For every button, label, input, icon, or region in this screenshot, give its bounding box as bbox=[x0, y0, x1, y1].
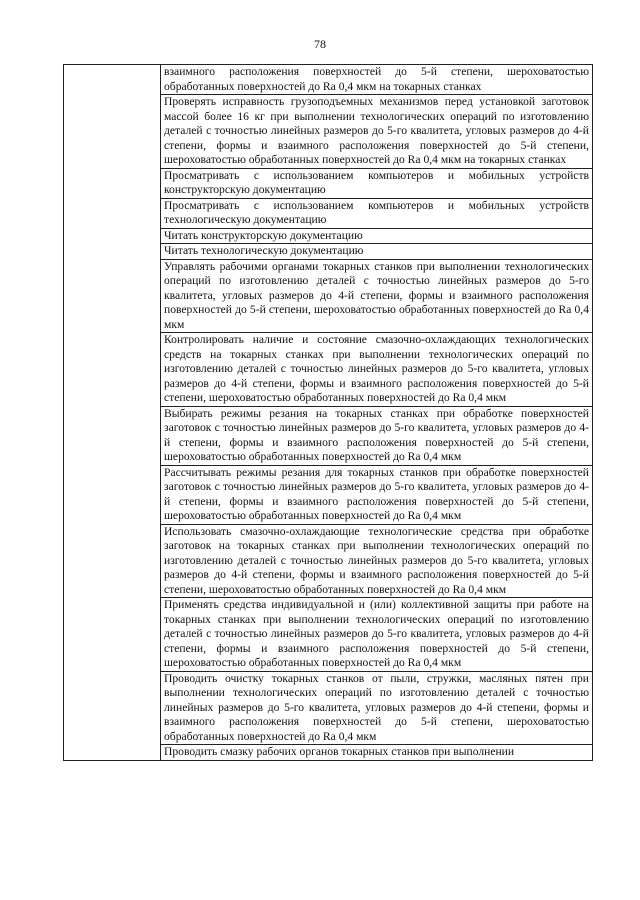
skill-cell: Просматривать с использованием компьютеров и мобильных устройств технологическую документацию bbox=[161, 198, 593, 228]
skill-cell: Рассчитывать режимы резания для токарных станков при обработке поверхностей заготовок с точностью линейных размеров до 5-го квалитета, угловых размеров до 4-й степени, формы и взаимного расположения поверхностей до 5-й степени, шероховатостью обработанных поверхностей до Ra 0,4 мкм bbox=[161, 465, 593, 524]
skill-cell: Читать конструкторскую документацию bbox=[161, 228, 593, 244]
skills-table-body bbox=[64, 65, 593, 761]
skills-table bbox=[63, 64, 593, 761]
skill-cell: Контролировать наличие и состояние смазочно-охлаждающих технологических средств на токарных станках при выполнении технологических операций по изготовлению деталей с точностью линейных размеров до 5-го квалитета, угловых размеров до 4-й степени, формы и взаимного расположения поверхностей до 5-й степени, шероховатостью обработанных поверхностей до Ra 0,4 мкм bbox=[161, 333, 593, 407]
skill-cell: Использовать смазочно-охлаждающие технологические средства при обработке заготовок на токарных станках при выполнении технологических операций по изготовлению деталей с точностью линейных размеров до 5-го квалитета, угловых размеров до 4-й степени, формы и взаимного расположения поверхностей до 5-й степени, шероховатостью обработанных поверхностей до Ra 0,4 мкм bbox=[161, 524, 593, 598]
skill-cell: взаимного расположения поверхностей до 5-й степени, шероховатостью обработанных поверхностей до Ra 0,4 мкм на токарных станках bbox=[161, 65, 593, 95]
table-row bbox=[64, 65, 593, 95]
skill-cell: Проводить очистку токарных станков от пыли, стружки, масляных пятен при выполнении технологических операций по изготовлению деталей с точностью линейных размеров до 5-го квалитета, угловых размеров до 4-й степени, формы и взаимного расположения поверхностей до 5-й степени, шероховатостью обработанных поверхностей до Ra 0,4 мкм bbox=[161, 671, 593, 745]
skill-cell: Проводить смазку рабочих органов токарных станков при выполнении bbox=[161, 745, 593, 761]
skill-cell: Проверять исправность грузоподъемных механизмов перед установкой заготовок массой более 16 кг при выполнении технологических операций по изготовлению деталей с точностью линейных размеров до 5-го квалитета, угловых размеров до 4-й степени, формы и взаимного расположения поверхностей до 5-й степени, шероховатостью обработанных поверхностей до Ra 0,4 мкм на токарных станках bbox=[161, 95, 593, 169]
skill-cell: Выбирать режимы резания на токарных станках при обработке поверхностей заготовок с точностью линейных размеров до 5-го квалитета, угловых размеров до 4-й степени, формы и взаимного расположения поверхностей до 5-й степени, шероховатостью обработанных поверхностей до Ra 0,4 мкм bbox=[161, 406, 593, 465]
skill-cell: Управлять рабочими органами токарных станков при выполнении технологических операций по изготовлению деталей с точностью линейных размеров до 5-го квалитета, угловых размеров до 4-й степени, формы и взаимного расположения поверхностей до 5-й степени, шероховатостью обработанных поверхностей до Ra 0,4 мкм bbox=[161, 259, 593, 333]
left-column-cell bbox=[64, 65, 161, 761]
page-number: 78 bbox=[314, 37, 326, 51]
skill-cell: Читать технологическую документацию bbox=[161, 244, 593, 260]
skill-cell: Просматривать с использованием компьютеров и мобильных устройств конструкторскую документацию bbox=[161, 168, 593, 198]
skill-cell: Применять средства индивидуальной и (или) коллективной защиты при работе на токарных станках при выполнении технологических операций по изготовлению деталей с точностью линейных размеров до 5-го квалитета, угловых размеров до 4-й степени, формы и взаимного расположения поверхностей до 5-й степени, шероховатостью обработанных поверхностей до Ra 0,4 мкм bbox=[161, 598, 593, 672]
